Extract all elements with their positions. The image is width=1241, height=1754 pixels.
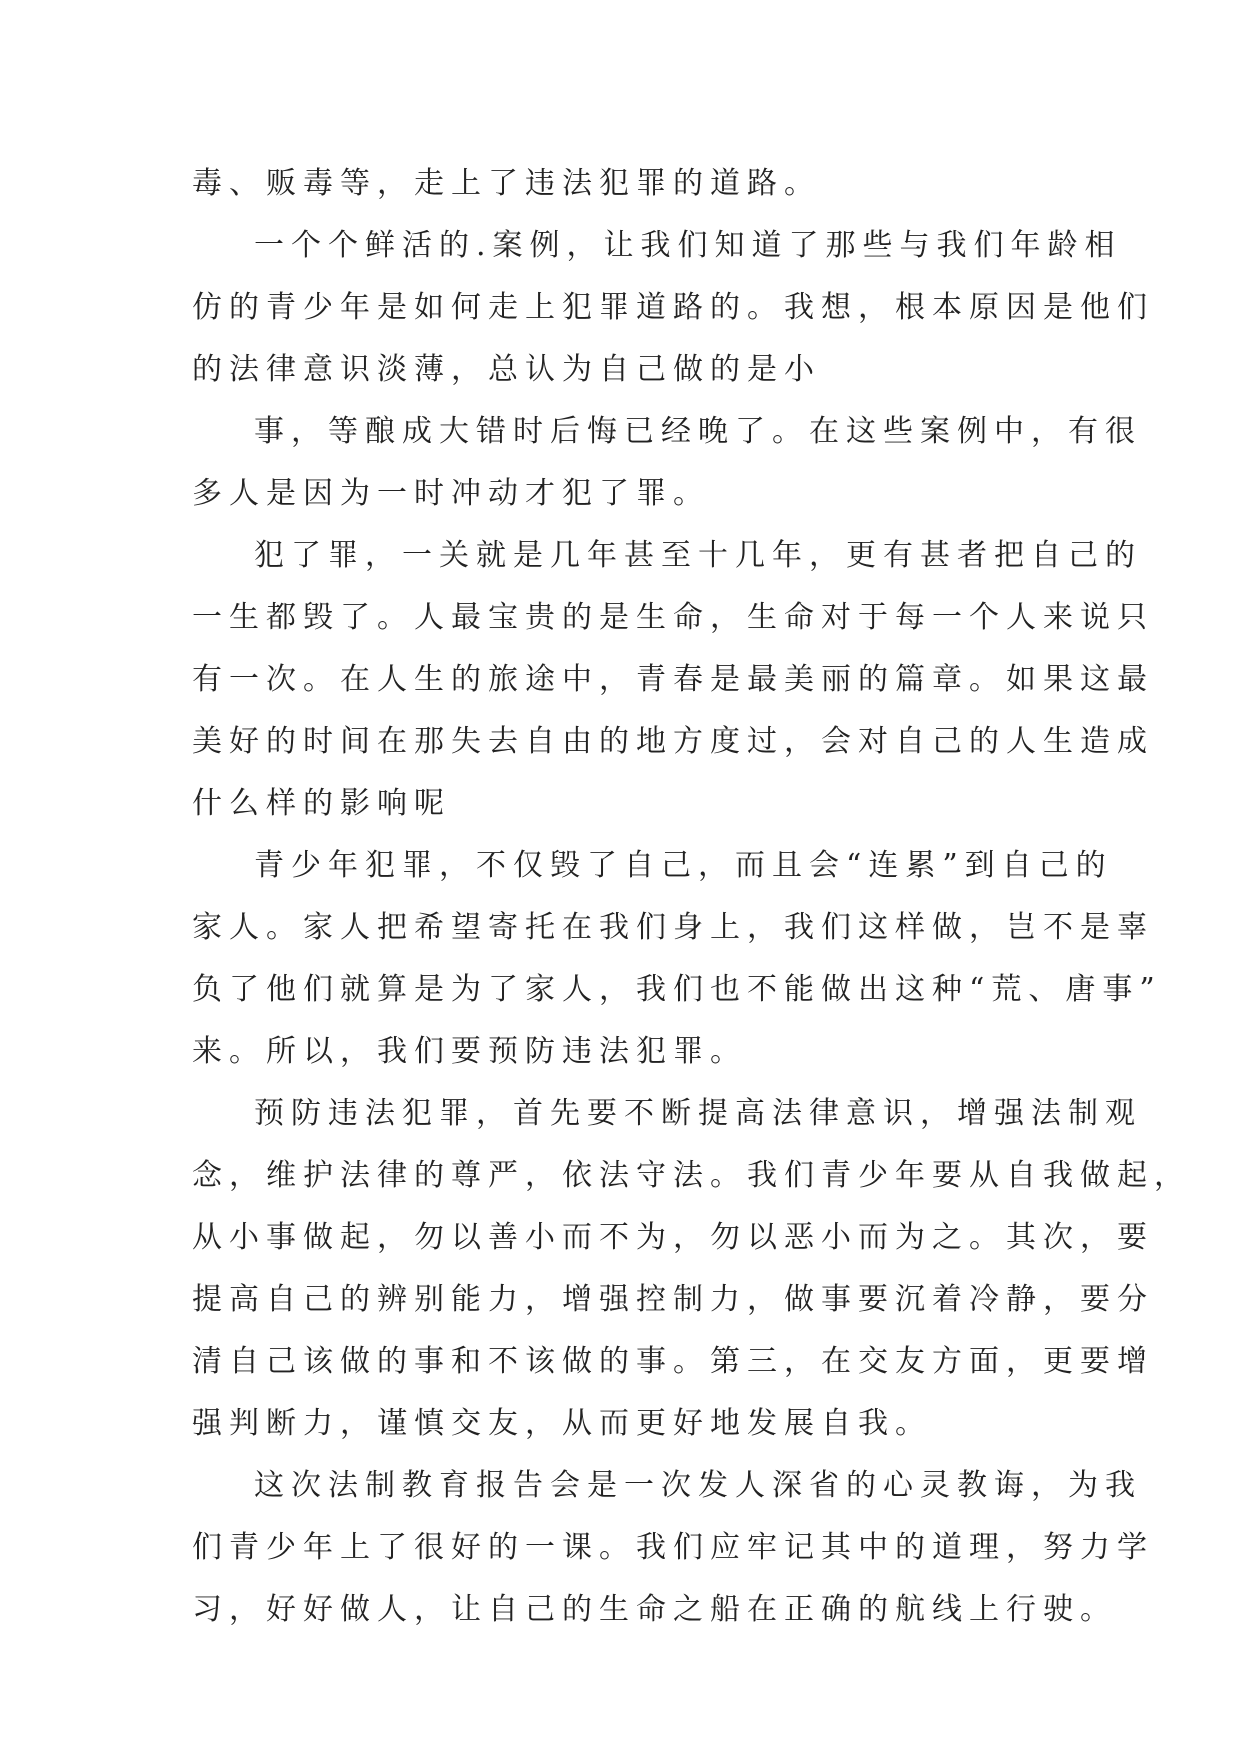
text-line: 多人是因为一时冲动才犯了罪。 xyxy=(192,476,710,511)
text-line: 们青少年上了很好的一课。我们应牢记其中的道理，努力学 xyxy=(192,1530,1154,1565)
text-line: 事，等酿成大错时后悔已经晚了。在这些案例中，有很 xyxy=(254,414,1142,449)
text-line: 念，维护法律的尊严，依法守法。我们青少年要从自我做起， xyxy=(192,1158,1191,1193)
text-line: 家人。家人把希望寄托在我们身上，我们这样做，岂不是辜 xyxy=(192,910,1154,945)
text-line: 的法律意识淡薄，总认为自己做的是小 xyxy=(192,352,821,387)
text-line: 预防违法犯罪，首先要不断提高法律意识，增强法制观 xyxy=(254,1096,1142,1131)
text-line: 仿的青少年是如何走上犯罪道路的。我想，根本原因是他们 xyxy=(192,290,1154,325)
text-line: 清自己该做的事和不该做的事。第三，在交友方面，更要增 xyxy=(192,1344,1154,1379)
text-line: 一个个鲜活的.案例，让我们知道了那些与我们年龄相 xyxy=(254,228,1122,263)
text-line: 青少年犯罪，不仅毁了自己，而且会“连累”到自己的 xyxy=(254,848,1113,883)
text-line: 来。所以，我们要预防违法犯罪。 xyxy=(192,1034,747,1069)
text-line: 毒、贩毒等，走上了违法犯罪的道路。 xyxy=(192,166,821,201)
text-line: 强判断力，谨慎交友，从而更好地发展自我。 xyxy=(192,1406,932,1441)
text-line: 美好的时间在那失去自由的地方度过，会对自己的人生造成 xyxy=(192,724,1154,759)
text-line: 习，好好做人，让自己的生命之船在正确的航线上行驶。 xyxy=(192,1592,1117,1627)
text-line: 什么样的影响呢 xyxy=(192,786,451,821)
document-body xyxy=(192,153,1191,1641)
text-line: 犯了罪，一关就是几年甚至十几年，更有甚者把自己的 xyxy=(254,538,1142,573)
text-line: 提高自己的辨别能力，增强控制力，做事要沉着冷静，要分 xyxy=(192,1282,1154,1317)
text-line: 有一次。在人生的旅途中，青春是最美丽的篇章。如果这最 xyxy=(192,662,1154,697)
text-line: 一生都毁了。人最宝贵的是生命，生命对于每一个人来说只 xyxy=(192,600,1154,635)
text-line: 负了他们就算是为了家人，我们也不能做出这种“荒、唐事” xyxy=(192,972,1162,1007)
text-line: 从小事做起，勿以善小而不为，勿以恶小而为之。其次，要 xyxy=(192,1220,1154,1255)
text-line: 这次法制教育报告会是一次发人深省的心灵教诲，为我 xyxy=(254,1468,1142,1503)
